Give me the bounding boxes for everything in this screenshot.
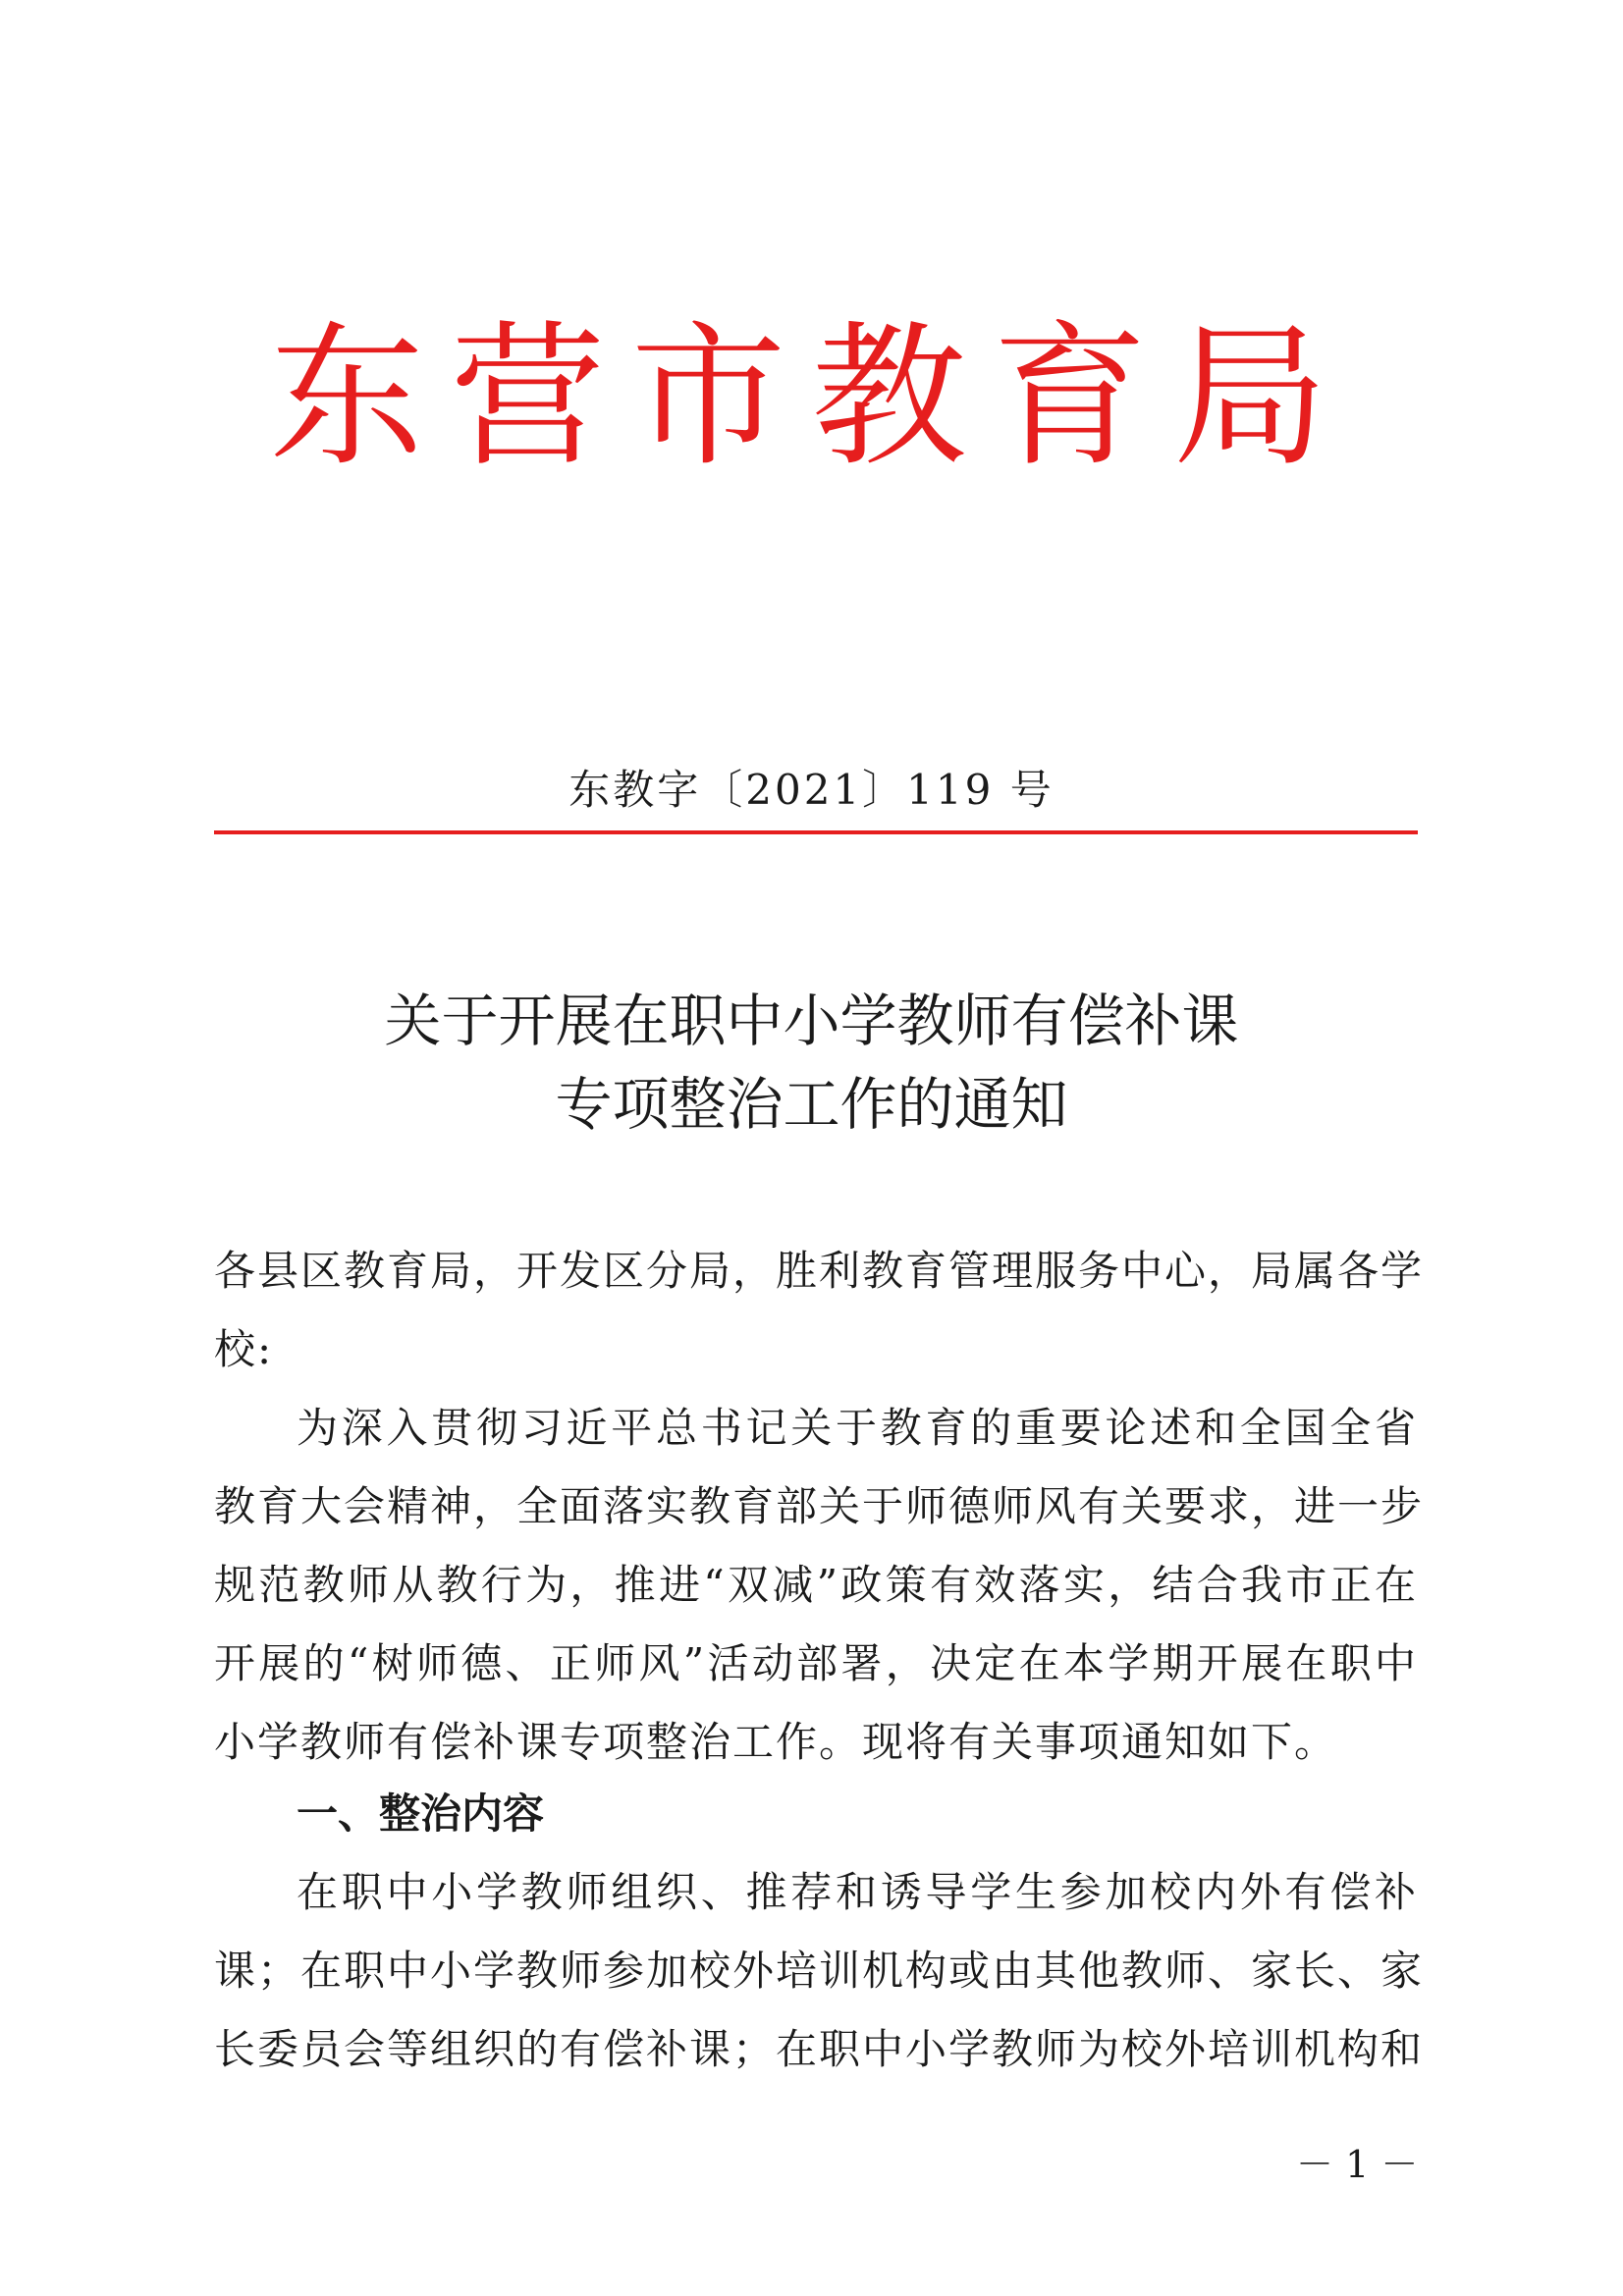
paragraph-1-line-1: 为深入贯彻习近平总书记关于教育的重要论述和全国全省	[297, 1404, 1418, 1452]
document-number: 东教字〔2021〕119 号	[568, 766, 1055, 814]
page-number: － 1 －	[1296, 2143, 1419, 2186]
paragraph-1-line-4: 开展的“树师德、正师风”活动部署，决定在本学期开展在职中	[214, 1639, 1418, 1687]
paragraph-2-line-2: 课；在职中小学教师参加校外培训机构或由其他教师、家长、家	[214, 1947, 1425, 1995]
issuer-header: 东营市教育局	[269, 307, 1354, 488]
paragraph-1-line-5: 小学教师有偿补课专项整治工作。现将有关事项通知如下。	[214, 1718, 1338, 1766]
red-divider-line	[214, 830, 1418, 834]
salutation-line-2: 校:	[214, 1325, 274, 1373]
paragraph-2-line-1: 在职中小学教师组织、推荐和诱导学生参加校内外有偿补	[297, 1868, 1418, 1916]
paragraph-1-line-2: 教育大会精神，全面落实教育部关于师德师风有关要求，进一步	[214, 1482, 1425, 1530]
paragraph-1-line-3: 规范教师从教行为，推进“双减”政策有效落实，结合我市正在	[214, 1561, 1418, 1609]
section-1-heading: 一、整治内容	[297, 1789, 545, 1838]
document-title-line-1: 关于开展在职中小学教师有偿补课	[384, 988, 1239, 1054]
salutation-line-1: 各县区教育局，开发区分局，胜利教育管理服务中心，局属各学	[214, 1247, 1425, 1295]
document-title-line-2: 专项整治工作的通知	[555, 1071, 1068, 1138]
paragraph-2-line-3: 长委员会等组织的有偿补课；在职中小学教师为校外培训机构和	[214, 2025, 1425, 2073]
